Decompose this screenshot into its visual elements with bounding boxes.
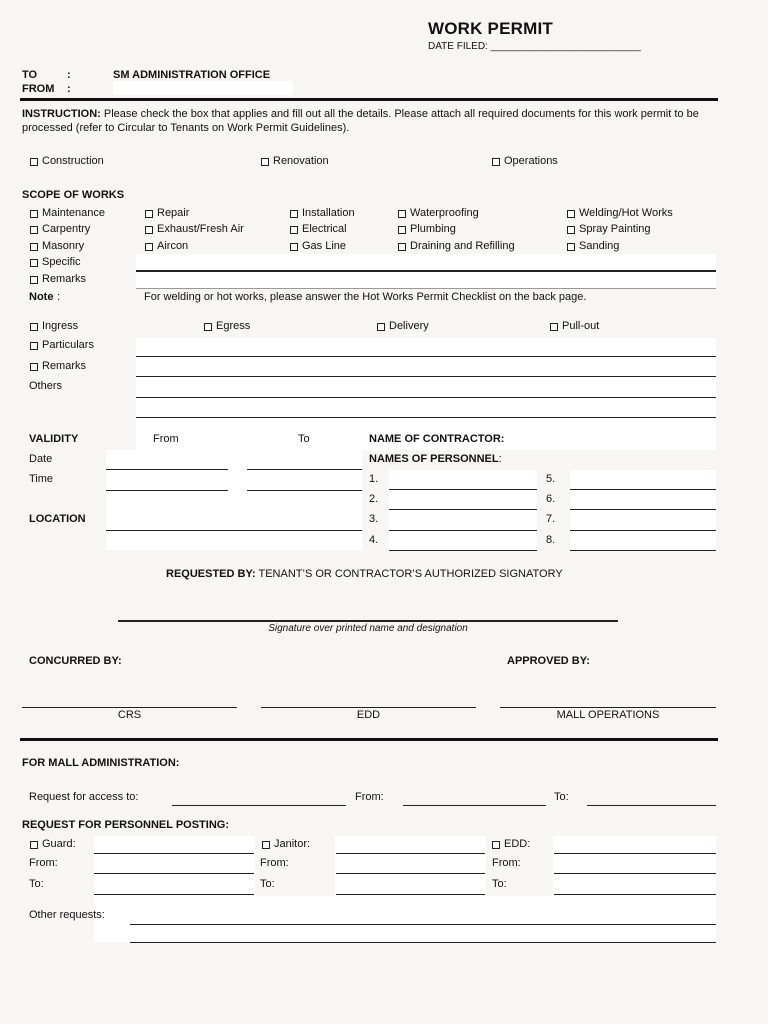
from-field[interactable] [113, 81, 293, 95]
checkbox-icon [567, 243, 575, 251]
date-from-line [106, 469, 228, 470]
checkbox-repair[interactable]: Repair [145, 207, 189, 220]
personnel-line-1 [389, 489, 537, 490]
checkbox-icon [30, 210, 38, 218]
checkbox-icon [30, 342, 38, 350]
date-to-line [247, 469, 362, 470]
movement-remarks-line [136, 376, 716, 377]
particulars-line [136, 356, 716, 357]
signature-caption: Signature over printed name and designation [268, 623, 468, 634]
others-line-2 [136, 417, 716, 418]
checkbox-icon [30, 841, 38, 849]
checkbox-construction[interactable]: Construction [30, 155, 104, 168]
section-divider [20, 738, 718, 741]
checkbox-specific[interactable]: Specific [30, 256, 81, 269]
validity-label: VALIDITY [29, 433, 79, 445]
janitor-to-field[interactable] [336, 894, 485, 895]
edd-from-field[interactable] [554, 873, 716, 874]
checkbox-movement-remarks[interactable]: Remarks [30, 360, 86, 373]
date-filed-field[interactable]: DATE FILED: ___________________________ [428, 41, 641, 52]
access-from-field[interactable] [403, 805, 546, 806]
checkbox-icon [204, 323, 212, 331]
checkbox-icon [261, 158, 269, 166]
remarks-line [136, 288, 716, 289]
checkbox-spray-painting[interactable]: Spray Painting [567, 223, 651, 236]
checkbox-guard[interactable]: Guard: [30, 838, 76, 851]
to-value: SM ADMINISTRATION OFFICE [113, 69, 271, 81]
crs-label: CRS [117, 709, 142, 721]
edd-name-field[interactable] [554, 853, 716, 854]
note-colon: : [57, 291, 61, 303]
personnel-number: 8. [546, 534, 556, 546]
from-label: FROM [22, 83, 55, 95]
checkbox-icon [290, 210, 298, 218]
personnel-line-8 [570, 550, 716, 551]
checkbox-egress[interactable]: Egress [204, 320, 250, 333]
personnel-fields-left[interactable] [389, 470, 537, 550]
personnel-line-5 [570, 489, 716, 490]
specific-line [136, 270, 716, 272]
personnel-number: 3. [369, 513, 379, 525]
checkbox-masonry[interactable]: Masonry [30, 240, 84, 253]
checkbox-icon [145, 226, 153, 234]
edd-to-label: To: [492, 878, 507, 890]
guard-to-label: To: [29, 878, 44, 890]
checkbox-icon [398, 210, 406, 218]
checkbox-icon [398, 243, 406, 251]
from-colon: : [67, 83, 71, 95]
mall-operations-label: MALL OPERATIONS [556, 709, 660, 721]
checkbox-icon [145, 243, 153, 251]
note-text: For welding or hot works, please answer the Hot Works Permit Checklist on the back page. [144, 291, 587, 303]
access-to-field[interactable] [587, 805, 716, 806]
checkbox-icon [398, 226, 406, 234]
checkbox-plumbing[interactable]: Plumbing [398, 223, 456, 236]
checkbox-ingress[interactable]: Ingress [30, 320, 78, 333]
checkbox-icon [262, 841, 270, 849]
time-from-line [106, 490, 228, 491]
janitor-to-label: To: [260, 878, 275, 890]
checkbox-waterproofing[interactable]: Waterproofing [398, 207, 479, 220]
janitor-from-field[interactable] [336, 873, 485, 874]
janitor-name-field[interactable] [336, 853, 485, 854]
checkbox-icon [30, 259, 38, 267]
guard-name-field[interactable] [94, 853, 254, 854]
to-colon: : [67, 69, 71, 81]
others-line-1 [136, 397, 716, 398]
checkbox-janitor[interactable]: Janitor: [262, 838, 310, 851]
edd-to-field[interactable] [554, 894, 716, 895]
access-field[interactable] [172, 805, 346, 806]
instruction-label: INSTRUCTION: [22, 108, 101, 120]
checkbox-draining-refilling[interactable]: Draining and Refilling [398, 240, 515, 253]
posting-heading: REQUEST FOR PERSONNEL POSTING: [22, 819, 229, 831]
personnel-fields-right[interactable] [570, 470, 716, 550]
checkbox-welding-hot-works[interactable]: Welding/Hot Works [567, 207, 673, 220]
other-requests-line-1[interactable] [130, 924, 716, 925]
personnel-line-2 [389, 509, 537, 510]
personnel-number: 2. [369, 493, 379, 505]
checkbox-carpentry[interactable]: Carpentry [30, 223, 90, 236]
personnel-line-7 [570, 530, 716, 531]
checkbox-icon [492, 158, 500, 166]
checkbox-icon [30, 158, 38, 166]
time-to-line [247, 490, 362, 491]
checkbox-exhaust-fresh-air[interactable]: Exhaust/Fresh Air [145, 223, 244, 236]
checkbox-delivery[interactable]: Delivery [377, 320, 429, 333]
instruction-text [22, 107, 712, 135]
concurred-by-label: CONCURRED BY: [29, 655, 122, 667]
janitor-from-label: From: [260, 857, 289, 869]
to-label: TO [22, 69, 38, 81]
checkbox-sanding[interactable]: Sanding [567, 240, 619, 253]
checkbox-icon [30, 276, 38, 284]
edd-label: EDD [356, 709, 381, 721]
personnel-line-4 [389, 550, 537, 551]
guard-from-label: From: [29, 857, 58, 869]
access-to-label: To: [554, 791, 569, 803]
location-line [106, 530, 362, 531]
checkbox-pull-out[interactable]: Pull-out [550, 320, 599, 333]
checkbox-icon [492, 841, 500, 849]
checkbox-icon [30, 226, 38, 234]
checkbox-icon [290, 226, 298, 234]
other-requests-line-2[interactable] [130, 942, 716, 943]
contractor-name-label: NAME OF CONTRACTOR: [369, 433, 505, 445]
header-divider [20, 98, 718, 101]
checkbox-maintenance[interactable]: Maintenance [30, 207, 105, 220]
requested-by: REQUESTED BY: TENANT’S OR CONTRACTOR’S AUTHORIZED SIGNATORY [166, 568, 563, 580]
note-label: Note [29, 291, 54, 303]
checkbox-scope-remarks[interactable]: Remarks [30, 273, 86, 286]
checkbox-icon [567, 226, 575, 234]
edd-signature-line[interactable] [261, 707, 476, 708]
others-label: Others [29, 380, 63, 392]
form-title: WORK PERMIT [428, 19, 553, 38]
crs-signature-line[interactable] [22, 707, 237, 708]
checkbox-renovation[interactable]: Renovation [261, 155, 329, 168]
personnel-number: 4. [369, 534, 379, 546]
validity-from-label: From [153, 433, 179, 445]
mall-operations-signature-line[interactable] [500, 707, 716, 708]
access-from-label: From: [355, 791, 384, 803]
checkbox-icon [290, 243, 298, 251]
date-label: Date [29, 453, 53, 465]
personnel-line-6 [570, 509, 716, 510]
posting-area [94, 836, 716, 942]
instruction-body: Please check the box that applies and fill out all the details. Please attach all required documents for this work permit to be processed (refer to Circular to Tenants on Work Permit Guidelines). [22, 108, 699, 134]
personnel-number: 1. [369, 473, 379, 485]
validity-fields[interactable] [106, 450, 362, 550]
guard-to-field[interactable] [94, 894, 254, 895]
checkbox-gas-line[interactable]: Gas Line [290, 240, 346, 253]
checkbox-icon [145, 210, 153, 218]
checkbox-edd[interactable]: EDD: [492, 838, 530, 851]
scope-heading: SCOPE OF WORKS [22, 189, 125, 201]
checkbox-aircon[interactable]: Aircon [145, 240, 188, 253]
checkbox-icon [567, 210, 575, 218]
access-label: Request for access to: [29, 791, 139, 803]
time-label: Time [29, 473, 54, 485]
personnel-label: NAMES OF PERSONNEL: [369, 453, 502, 465]
mall-admin-heading: FOR MALL ADMINISTRATION: [22, 757, 180, 769]
other-requests-label: Other requests: [29, 909, 105, 921]
guard-from-field[interactable] [94, 873, 254, 874]
checkbox-icon [550, 323, 558, 331]
location-label: LOCATION [29, 513, 86, 525]
validity-to-label: To [298, 433, 310, 445]
personnel-number: 6. [546, 493, 556, 505]
checkbox-icon [30, 323, 38, 331]
checkbox-operations[interactable]: Operations [492, 155, 558, 168]
checkbox-installation[interactable]: Installation [290, 207, 355, 220]
checkbox-electrical[interactable]: Electrical [290, 223, 347, 236]
approved-by-label: APPROVED BY: [507, 655, 590, 667]
edd-from-label: From: [492, 857, 521, 869]
checkbox-icon [30, 363, 38, 371]
personnel-number: 5. [546, 473, 556, 485]
checkbox-icon [30, 243, 38, 251]
checkbox-icon [377, 323, 385, 331]
checkbox-particulars[interactable]: Particulars [30, 339, 94, 352]
personnel-line-3 [389, 530, 537, 531]
personnel-number: 7. [546, 513, 556, 525]
